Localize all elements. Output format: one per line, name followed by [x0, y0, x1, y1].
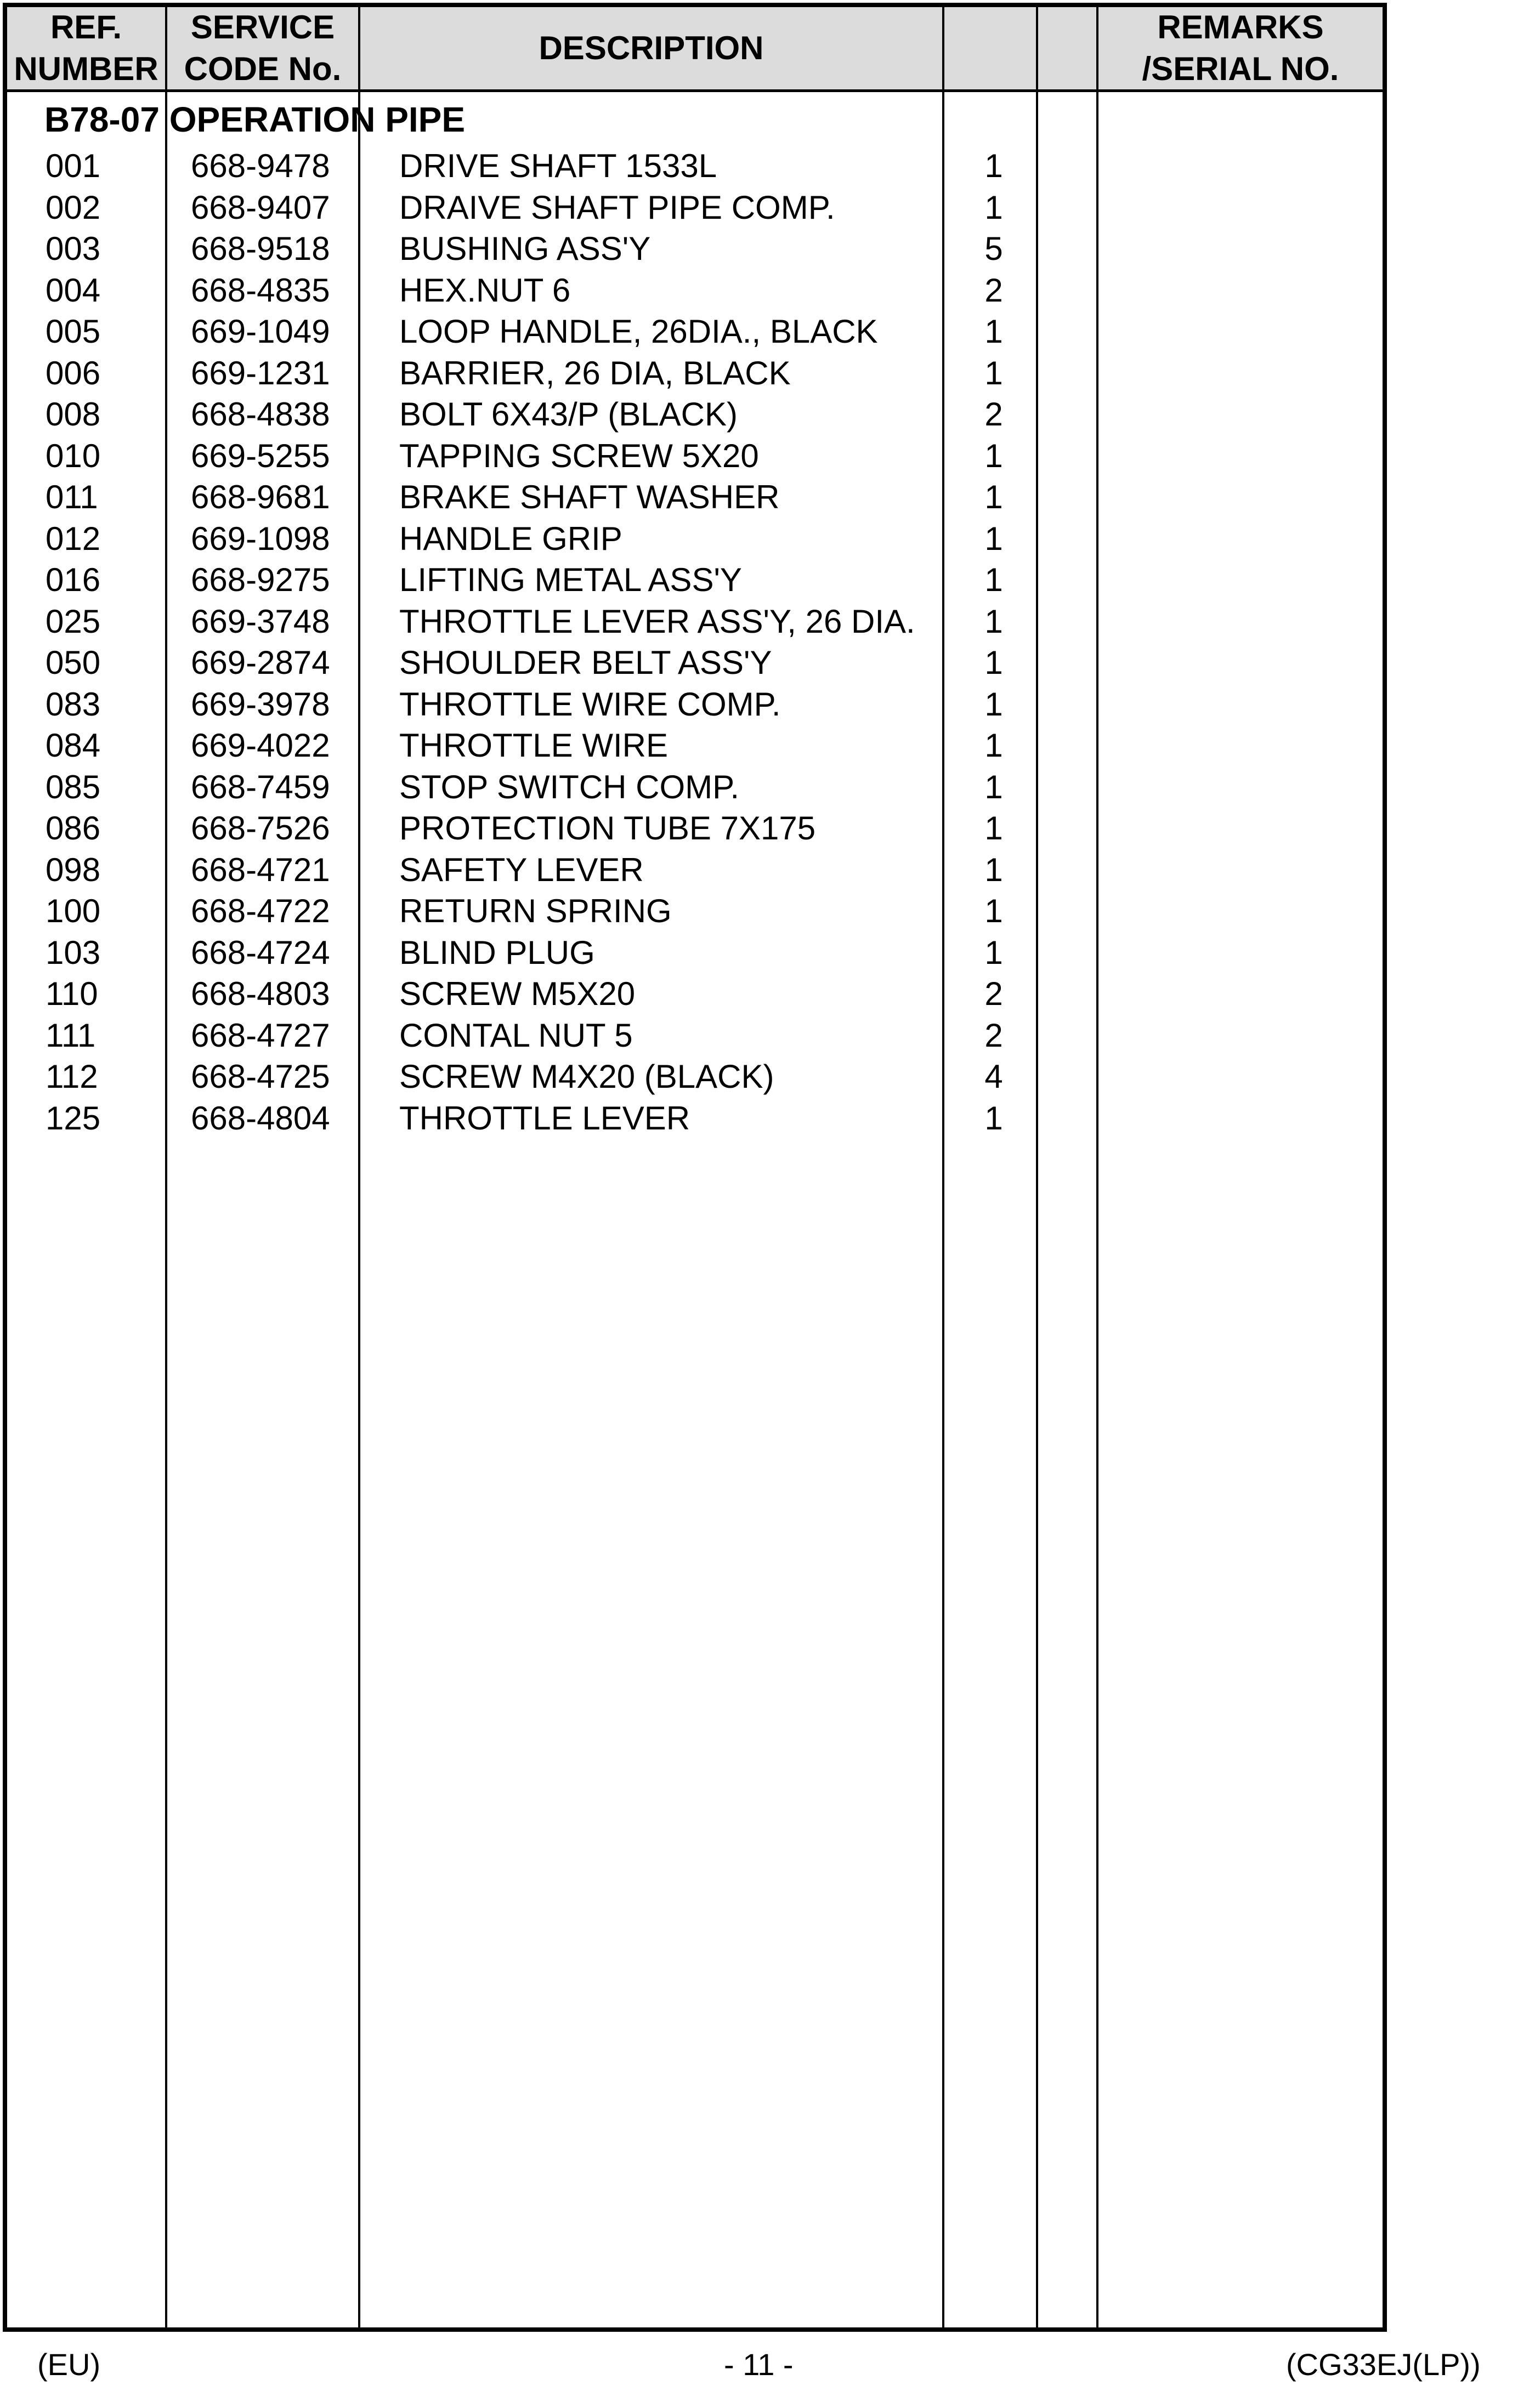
ref-number-cell: 083 — [46, 685, 101, 723]
service-code-cell: 669-3978 — [191, 685, 330, 723]
quantity-cell: 1 — [984, 437, 1003, 474]
table-row — [7, 1057, 1383, 1097]
ref-number-cell: 010 — [46, 437, 101, 474]
service-code-cell: 668-7459 — [191, 768, 330, 805]
table-row — [7, 933, 1383, 973]
description-cell: SCREW M4X20 (BLACK) — [399, 1058, 774, 1095]
quantity-cell: 1 — [984, 479, 1003, 515]
table-row — [7, 601, 1383, 642]
ref-number-cell: 125 — [46, 1099, 101, 1137]
ref-number-cell: 050 — [46, 644, 101, 681]
service-code-cell: 668-4835 — [191, 271, 330, 309]
footer-page-number: - 11 - — [724, 2347, 794, 2382]
service-code-cell: 668-9681 — [191, 479, 330, 515]
service-code-cell: 669-1049 — [191, 313, 330, 350]
quantity-cell: 1 — [984, 313, 1003, 350]
table-row — [7, 850, 1383, 890]
table-row — [7, 974, 1383, 1014]
quantity-cell: 1 — [984, 354, 1003, 391]
description-cell: THROTTLE WIRE COMP. — [399, 685, 781, 723]
quantity-cell: 2 — [984, 271, 1003, 309]
service-code-cell: 668-4722 — [191, 893, 330, 929]
description-cell: BUSHING ASS'Y — [399, 230, 651, 267]
table-row — [7, 311, 1383, 352]
table-row — [7, 353, 1383, 394]
quantity-cell: 4 — [984, 1058, 1003, 1095]
footer-model: (CG33EJ(LP)) — [1286, 2347, 1481, 2382]
service-code-cell: 668-4725 — [191, 1058, 330, 1095]
service-code-cell: 668-9275 — [191, 561, 330, 598]
description-cell: DRAIVE SHAFT PIPE COMP. — [399, 189, 835, 226]
ref-number-cell: 103 — [46, 934, 101, 971]
quantity-cell: 1 — [984, 644, 1003, 681]
description-cell: BARRIER, 26 DIA, BLACK — [399, 354, 791, 391]
table-row — [7, 1098, 1383, 1139]
service-code-cell: 669-2874 — [191, 644, 330, 681]
table-row — [7, 725, 1383, 766]
description-cell: THROTTLE LEVER — [399, 1099, 690, 1137]
quantity-cell: 1 — [984, 768, 1003, 805]
table-row — [7, 808, 1383, 849]
description-cell: SAFETY LEVER — [399, 851, 644, 888]
description-cell: THROTTLE WIRE — [399, 727, 668, 764]
ref-number-cell: 100 — [46, 893, 101, 929]
description-cell: DRIVE SHAFT 1533L — [399, 147, 717, 184]
service-code-cell: 668-4804 — [191, 1099, 330, 1137]
quantity-cell: 1 — [984, 520, 1003, 557]
ref-number-cell: 084 — [46, 727, 101, 764]
table-row — [7, 643, 1383, 683]
ref-number-cell: 111 — [46, 1016, 96, 1054]
table-row — [7, 188, 1383, 228]
quantity-cell: 1 — [984, 851, 1003, 888]
description-cell: BRAKE SHAFT WASHER — [399, 479, 780, 515]
section-title: B78-07 OPERATION PIPE — [44, 100, 466, 139]
description-cell: CONTAL NUT 5 — [399, 1016, 633, 1054]
table-row — [7, 891, 1383, 932]
service-code-cell: 669-5255 — [191, 437, 330, 474]
table-row — [7, 477, 1383, 518]
table-row — [7, 146, 1383, 186]
table-row — [7, 684, 1383, 725]
service-code-cell: 668-4803 — [191, 975, 330, 1012]
ref-number-cell: 006 — [46, 354, 101, 391]
quantity-cell: 1 — [984, 561, 1003, 598]
service-code-cell: 668-7526 — [191, 810, 330, 847]
description-cell: SHOULDER BELT ASS'Y — [399, 644, 772, 681]
description-cell: TAPPING SCREW 5X20 — [399, 437, 759, 474]
ref-number-cell: 003 — [46, 230, 101, 267]
description-cell: LIFTING METAL ASS'Y — [399, 561, 742, 598]
ref-number-cell: 012 — [46, 520, 101, 557]
service-code-cell: 668-9518 — [191, 230, 330, 267]
ref-number-cell: 025 — [46, 603, 101, 640]
footer-region: (EU) — [37, 2347, 101, 2382]
quantity-cell: 1 — [984, 810, 1003, 847]
table-row — [7, 519, 1383, 559]
quantity-cell: 1 — [984, 934, 1003, 971]
service-code-cell: 668-9478 — [191, 147, 330, 184]
service-code-cell: 669-3748 — [191, 603, 330, 640]
ref-number-cell: 004 — [46, 271, 101, 309]
header-remarks: REMARKS /SERIAL NO. — [1142, 9, 1339, 87]
service-code-cell: 668-4721 — [191, 851, 330, 888]
table-row — [7, 270, 1383, 311]
quantity-cell: 1 — [984, 727, 1003, 764]
table-row — [7, 560, 1383, 600]
description-cell: PROTECTION TUBE 7X175 — [399, 810, 816, 847]
table-row — [7, 767, 1383, 808]
quantity-cell: 1 — [984, 685, 1003, 723]
quantity-cell: 2 — [984, 1016, 1003, 1054]
ref-number-cell: 011 — [46, 479, 98, 515]
quantity-cell: 5 — [984, 230, 1003, 267]
description-cell: SCREW M5X20 — [399, 975, 636, 1012]
header-service-code: SERVICE CODE No. — [184, 9, 342, 87]
quantity-cell: 1 — [984, 893, 1003, 929]
service-code-cell: 669-1098 — [191, 520, 330, 557]
service-code-cell: 668-9407 — [191, 189, 330, 226]
service-code-cell: 669-1231 — [191, 354, 330, 391]
quantity-cell: 2 — [984, 975, 1003, 1012]
ref-number-cell: 005 — [46, 313, 101, 350]
table-row — [7, 394, 1383, 435]
quantity-cell: 1 — [984, 147, 1003, 184]
header-description: DESCRIPTION — [539, 30, 764, 66]
description-cell: RETURN SPRING — [399, 893, 672, 929]
ref-number-cell: 002 — [46, 189, 101, 226]
ref-number-cell: 110 — [46, 975, 98, 1012]
description-cell: HEX.NUT 6 — [399, 271, 571, 309]
ref-number-cell: 001 — [46, 147, 101, 184]
ref-number-cell: 016 — [46, 561, 101, 598]
description-cell: STOP SWITCH COMP. — [399, 768, 740, 805]
description-cell: HANDLE GRIP — [399, 520, 622, 557]
ref-number-cell: 112 — [46, 1058, 98, 1095]
quantity-cell: 1 — [984, 189, 1003, 226]
table-row — [7, 1015, 1383, 1056]
service-code-cell: 669-4022 — [191, 727, 330, 764]
description-cell: LOOP HANDLE, 26DIA., BLACK — [399, 313, 878, 350]
service-code-cell: 668-4724 — [191, 934, 330, 971]
service-code-cell: 668-4838 — [191, 396, 330, 433]
quantity-cell: 1 — [984, 1099, 1003, 1137]
table-row — [7, 229, 1383, 269]
ref-number-cell: 098 — [46, 851, 101, 888]
description-cell: BOLT 6X43/P (BLACK) — [399, 396, 738, 433]
header-ref-number: REF. NUMBER — [14, 9, 158, 87]
quantity-cell: 1 — [984, 603, 1003, 640]
quantity-cell: 2 — [984, 396, 1003, 433]
ref-number-cell: 085 — [46, 768, 101, 805]
parts-table — [3, 3, 1387, 2332]
description-cell: BLIND PLUG — [399, 934, 595, 971]
description-cell: THROTTLE LEVER ASS'Y, 26 DIA. — [399, 603, 915, 640]
table-row — [7, 436, 1383, 476]
service-code-cell: 668-4727 — [191, 1016, 330, 1054]
ref-number-cell: 008 — [46, 396, 101, 433]
ref-number-cell: 086 — [46, 810, 101, 847]
